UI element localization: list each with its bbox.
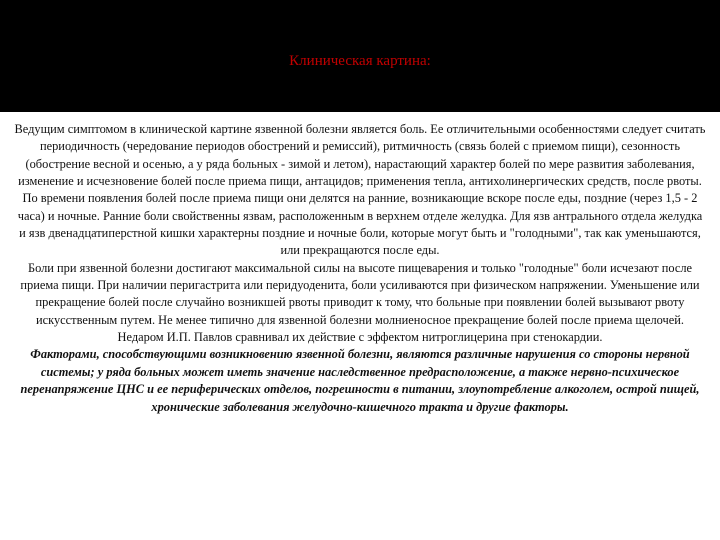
paragraph-pain-peak: Боли при язвенной болезни достигают максимальной силы на высоте пищеварения и только "голодные" боли исчезают после приема пищи. При наличии перигастрита или перидуоденита, боли усиливаются при физическом напряжении. Уменьшение или прекращение болей после случайно возникшей рвоты приводит к тому, что больные при появлении болей вызывают рвоту искусственным путем. Не менее типично для язвенной болезни молниеносное прекращение болей после приема щелочей. Недаром И.П. Павлов сравнивал их действие с эффектом нитроглицерина при стенокардии.	[20, 260, 700, 345]
paragraph-risk-factors: Факторами, способствующими возникновению язвенной болезни, являются различные нарушения со стороны нервной системы; у ряда больных может иметь значение наследственное предрасположение, а также нервно-психическое перенапряжение ЦНС и ее периферических отделов, погрешности в питании, злоупотребление алкоголем, острой пищей, хронические заболевания желудочно-кишечного тракта и другие факторы.	[20, 347, 700, 414]
paragraph-pain-timing: По времени появления болей после приема пищи они делятся на ранние, возникающие вскоре после еды, поздние (через 1,5 - 2 часа) и ночные. Ранние боли свойственны язвам, расположенным в верхнем отделе желудка. Для язв антрального отдела желудка и язв двенадцатиперстной кишки характерны поздние и ночные боли, которые могут быть и "голодными", так как уменьшаются, или прекращаются после еды.	[17, 191, 703, 258]
title-band	[0, 0, 720, 112]
slide-body	[14, 121, 706, 416]
paragraph-pain-symptoms: Ведущим симптомом в клинической картине язвенной болезни является боль. Ее отличительными особенностями следует считать периодичность (чередование периодов обострений и ремиссий), ритмичность (связь болей с приемом пищи), сезонность (обострение весной и осенью, а у ряда больных - зимой и летом), нарастающий характер болей по мере развития заболевания, изменение и исчезновение болей после приема пищи, антацидов; применения тепла, антихолинергических средств, после рвоты.	[14, 122, 706, 189]
slide-title: Клиническая картина:	[289, 53, 431, 69]
